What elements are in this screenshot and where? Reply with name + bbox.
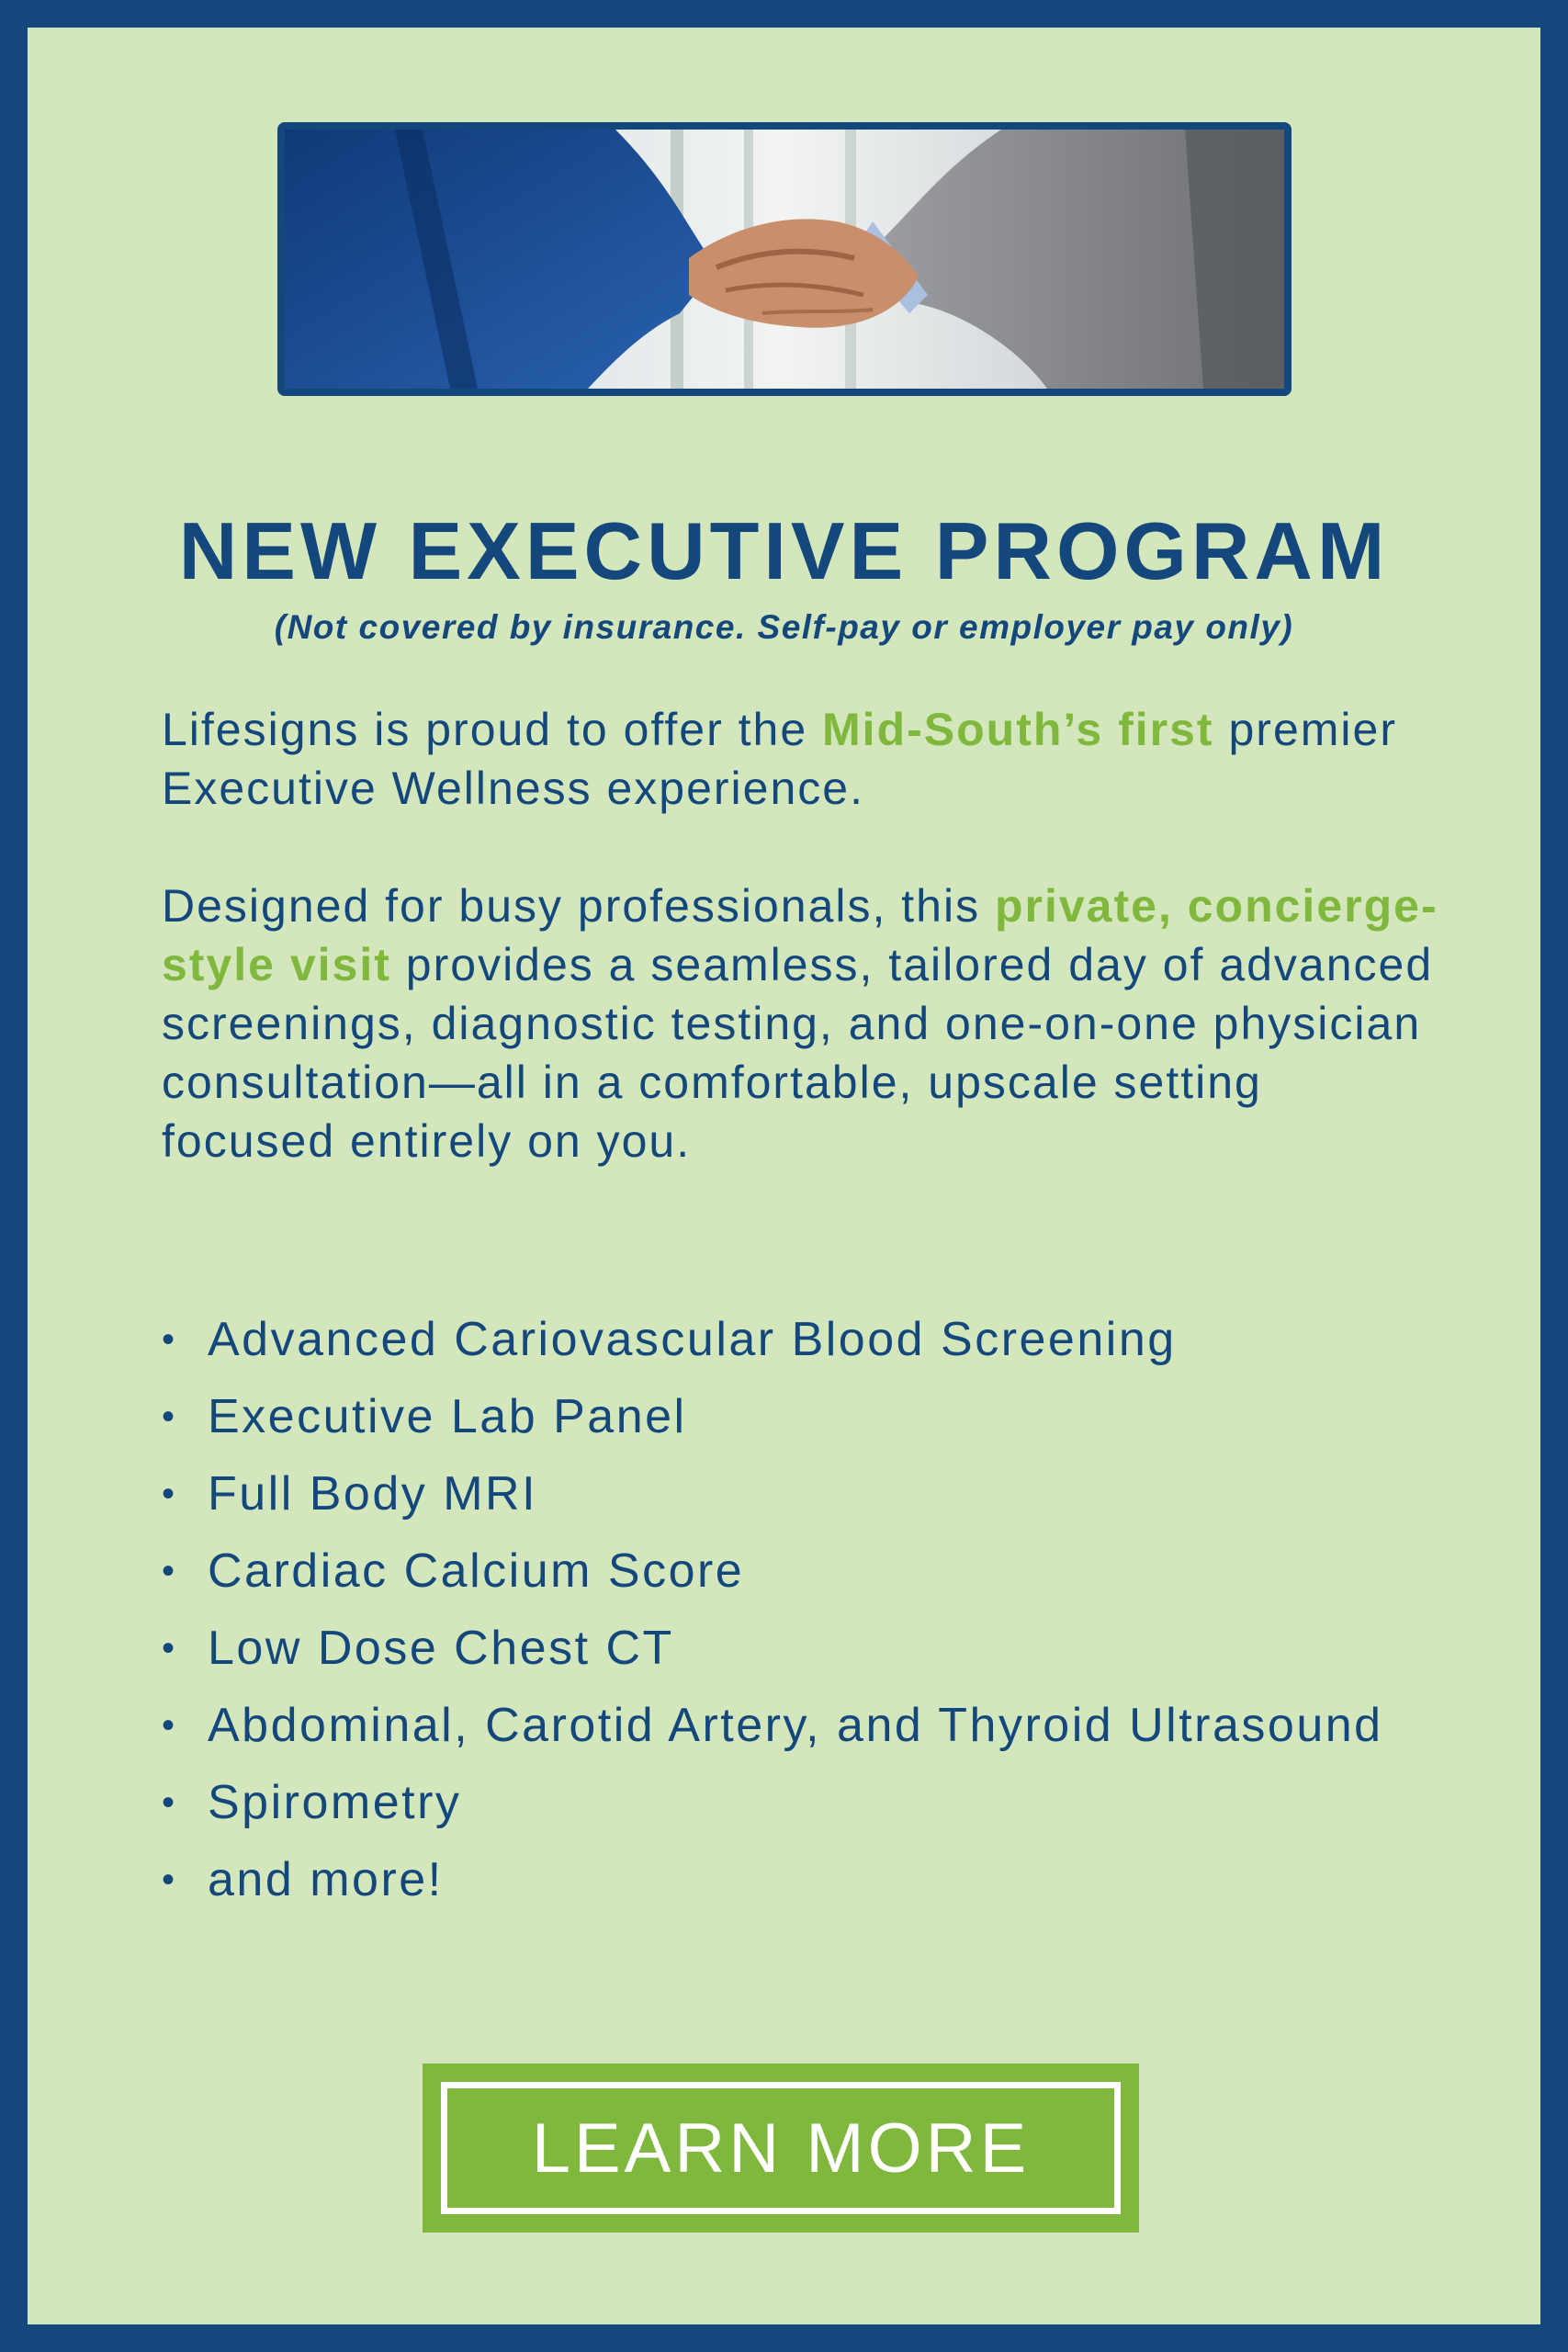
bullet-icon: • (162, 1860, 177, 1900)
list-item-label: Low Dose Chest CT (208, 1622, 674, 1675)
list-item (162, 1459, 1448, 1529)
bullet-icon: • (162, 1628, 177, 1668)
list-item-label: Full Body MRI (208, 1467, 538, 1521)
page-title: NEW EXECUTIVE PROGRAM (178, 505, 1390, 596)
hero-image (277, 122, 1292, 396)
list-item (162, 1305, 1448, 1374)
list-item (162, 1382, 1448, 1452)
handshake-photo-icon (285, 130, 1284, 389)
bullet-icon: • (162, 1782, 177, 1823)
list-item-label: Cardiac Calcium Score (208, 1544, 745, 1598)
description-paragraph (162, 876, 1448, 1170)
bullet-icon: • (162, 1474, 177, 1514)
learn-more-label: LEARN MORE (441, 2082, 1121, 2214)
bullet-icon: • (162, 1705, 177, 1746)
list-item-label: Abdominal, Carotid Artery, and Thyroid Ultrasound (208, 1699, 1383, 1752)
bullet-icon: • (162, 1396, 177, 1437)
list-item (162, 1613, 1448, 1683)
list-item-label: and more! (208, 1853, 444, 1906)
intro-text-start: Lifesigns is proud to offer the (162, 704, 823, 755)
insurance-note: (Not covered by insurance. Self-pay or employer pay only) (274, 608, 1294, 646)
list-item (162, 1536, 1448, 1606)
description-text-start: Designed for busy professionals, this (162, 880, 995, 932)
feature-list (162, 1305, 1448, 1922)
bullet-icon: • (162, 1551, 177, 1591)
promo-card (28, 28, 1540, 2324)
intro-paragraph (162, 700, 1448, 818)
list-item (162, 1768, 1448, 1838)
intro-highlight: Mid-South’s first (822, 704, 1214, 755)
bullet-icon: • (162, 1319, 177, 1360)
description-highlight: private, concierge-style visit (162, 880, 1438, 990)
learn-more-button[interactable] (423, 2064, 1139, 2233)
intro-text-end: premier Executive Wellness experience. (162, 704, 1397, 814)
list-item-label: Executive Lab Panel (208, 1390, 687, 1443)
list-item-label: Advanced Cariovascular Blood Screening (208, 1313, 1177, 1366)
list-item (162, 1845, 1448, 1915)
description-text-end: provides a seamless, tailored day of advanced screenings, diagnostic testing, and one-on-one physician consultation—all in a comfortable, upscale setting focused entirely on you. (162, 939, 1434, 1167)
list-item-label: Spirometry (208, 1776, 462, 1829)
list-item (162, 1690, 1448, 1760)
